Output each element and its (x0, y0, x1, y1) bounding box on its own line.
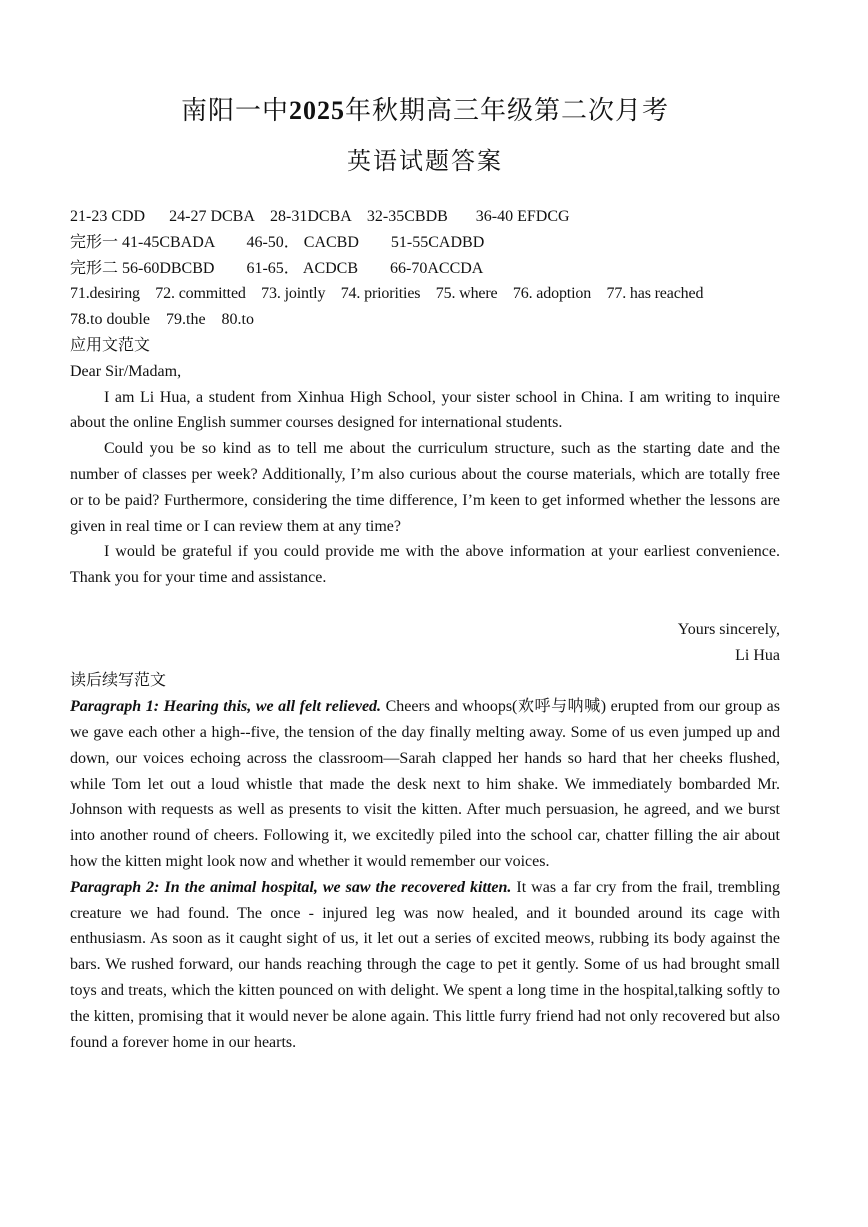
section-label-continuation-writing: 读后续写范文 (70, 672, 167, 690)
title-year: 2025 (289, 96, 345, 125)
sample-letter (70, 359, 780, 669)
paragraph-1-heading: Paragraph 1: Hearing this, we all felt relieved. (70, 698, 382, 716)
answer-row-grammar-2: 78.to double 79.the 80.to (70, 311, 254, 329)
answer-row-grammar: 71.desiring 72. committed 73. jointly 74. priorities 75. where 76. adoption 77. has reached (70, 285, 704, 303)
paragraph-1-body: Cheers and whoops(欢呼与呐喊) erupted from our group as we gave each other a high--five, the tension of the day finally melting away. Some of us even jumped up and down, our voices echoing across the classroom—Sarah clapped her hands so hard that her cheeks flushed, while Tom let out a loud whistle that made the desk next to him shake. We immediately bombarded Mr. Johnson with requests as well as presents to visit the kitten. After much persuasion, he agreed, and we burst into another round of cheers. Following it, we excitedly piled into the school car, chatter filling the air about how the kitten might look now and whether it would remember our voices. (70, 698, 780, 870)
letter-signature: Li Hua (735, 646, 780, 664)
letter-paragraph: I am Li Hua, a student from Xinhua High School, your sister school in China. I am writing to inquire about the online English summer courses designed for international students. (70, 388, 780, 432)
title-term: 年秋期高三年级第二次月考 (345, 96, 670, 125)
answer-row-cloze-2: 完形二 56-60DBCBD 61-65． ACDCB 66-70ACCDA (70, 259, 484, 277)
story-paragraph-1 (70, 694, 780, 875)
paragraph-2-heading: Paragraph 2: In the animal hospital, we saw the recovered kitten. (70, 878, 512, 896)
story-paragraph-2 (70, 875, 780, 1056)
letter-closing: Yours sincerely, (677, 620, 780, 638)
sample-continuation (70, 694, 780, 1055)
section-label-applied-writing: 应用文范文 (70, 336, 151, 354)
page-subtitle: 英语试题答案 (347, 149, 503, 175)
page-title (70, 94, 780, 128)
letter-paragraph: I would be grateful if you could provide me with the above information at your earliest convenience. Thank you for your time and assistance. (70, 543, 780, 587)
answer-row-reading: 21-23 CDD 24-27 DCBA 28-31DCBA 32-35CBDB 36-40 EFDCG (70, 208, 570, 225)
answer-key (70, 204, 780, 333)
letter-paragraph: Could you be so kind as to tell me about the curriculum structure, such as the starting date and the number of classes per week? Additionally, I’m also curious about the course materials, which are totally free or to be paid? Furthermore, considering the time difference, I’m keen to get informed whether the lessons are given in real time or I can review them at any time? (70, 440, 780, 535)
title-school: 南阳一中 (180, 96, 289, 125)
spacer (70, 591, 780, 617)
letter-salutation: Dear Sir/Madam, (70, 362, 182, 380)
answer-row-cloze-1: 完形一 41-45CBADA 46-50． CACBD 51-55CADBD (70, 233, 485, 251)
paragraph-2-body: It was a far cry from the frail, trembling creature we had found. The once - injured leg was now healed, and it bounded around its cage with enthusiasm. As soon as it caught sight of us, it let out a series of excited meows, rubbing its body against the bars. We rushed forward, our hands reaching through the cage to pet it gently. Some of us had brought small toys and treats, which the kitten pounced on with delight. We spent a long time in the hospital,talking softly to the kitten, promising that it would never be alone again. This little furry friend had not only recovered but also found a forever home in our hearts. (70, 878, 781, 1051)
